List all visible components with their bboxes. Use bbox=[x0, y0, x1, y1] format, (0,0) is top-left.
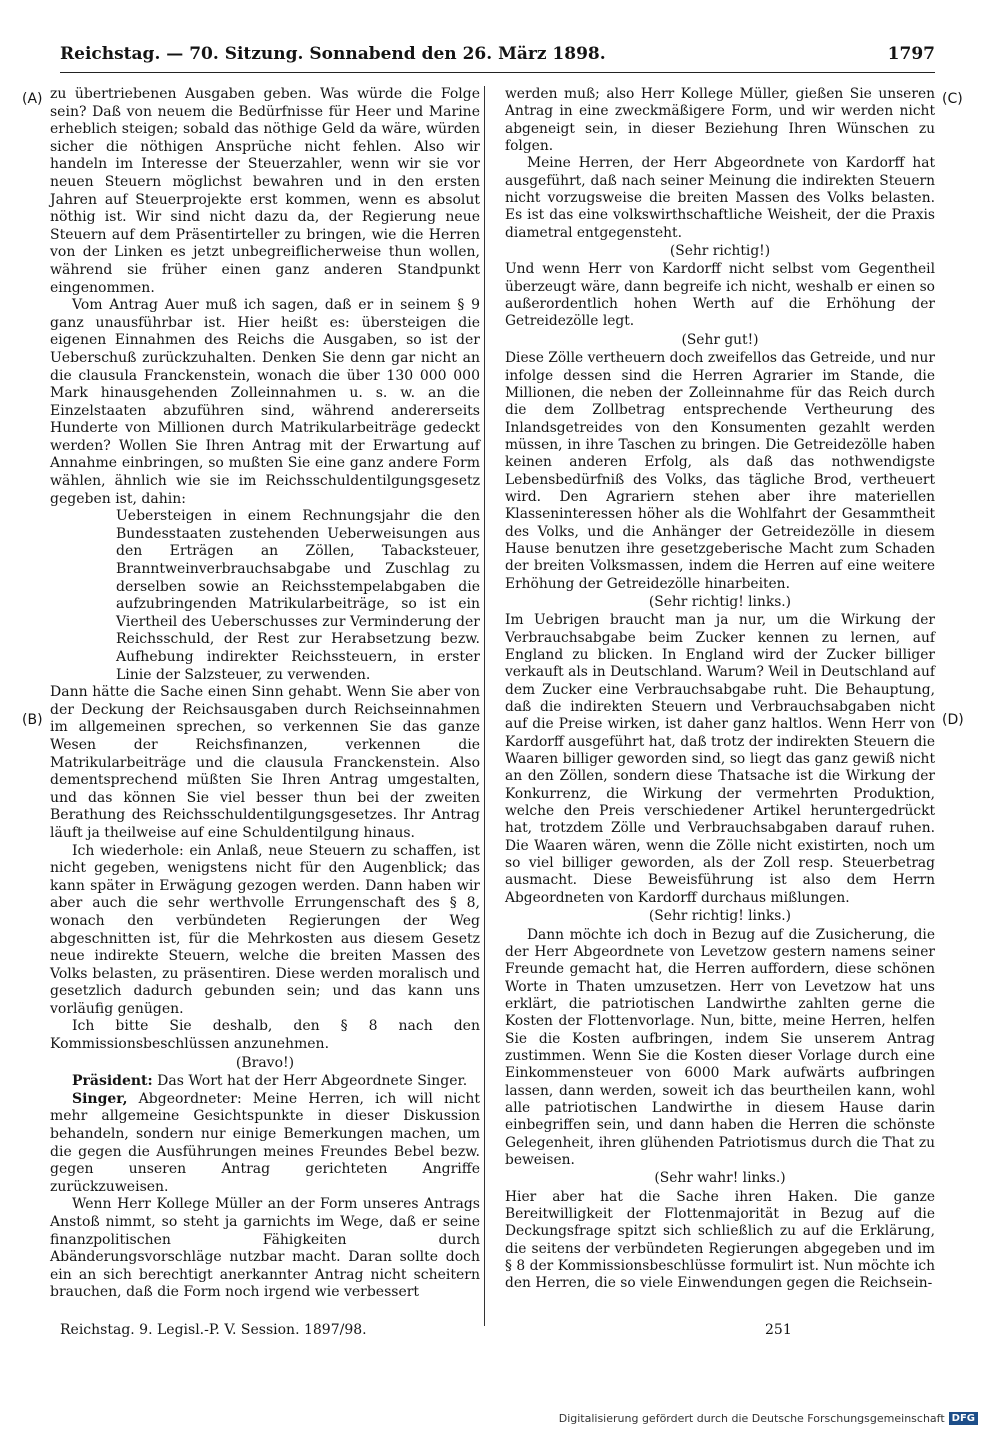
paragraph: Im Uebrigen braucht man ja nur, um die Wirkung der Verbrauchsabgabe beim Zucker kennen zu lernen, auf England zu blicken. In England wird der Zucker billiger verkauft als in Deutschland. Warum? Weil in Deutschland auf dem Zucker eine Verbrauchsabgabe ruht. Die Behauptung, daß die indirekten Steuern und Verbrauchsabgaben nicht auf die Preise wirken, ist daher ganz haltlos. Wenn Herr von Kardorff ausgeführt hat, daß trotz der indirekten Steuern die Waaren billiger geworden sind, so liegt das ganz gewiß nicht an den Zöllen, sondern diese Thatsache ist die Wirkung der Konkurrenz, die Wirkung der vermehrten Produktion, welche den Preis verschiedener Artikel heruntergedrückt hat, trotzdem Zölle und Verbrauchsabgaben darauf ruhen. Die Waaren wären, wenn die Zölle nicht existirten, noch um so viel billiger geworden, als der Zoll resp. Steuerbetrag ausmacht. Diese Beweisführung ist also dem Herrn Abgeordneten von Kardorff durchaus mißlungen. bbox=[505, 612, 935, 906]
interjection: (Sehr richtig! links.) bbox=[648, 593, 792, 610]
interjection: (Sehr richtig! links.) bbox=[648, 908, 792, 925]
speaker-text: Das Wort hat der Herr Abgeordnete Singer. bbox=[157, 1073, 468, 1090]
page-header bbox=[60, 44, 935, 64]
header-rule bbox=[60, 72, 935, 73]
footer-sheet-number: 251 bbox=[765, 1322, 792, 1338]
paragraph: Hier aber hat die Sache ihren Haken. Die ganze Bereitwilligkeit der Flottenmajorität in Bezug auf die Deckungsfrage spitzt sich schließlich zu auf die Erklärung, die seitens der verbündeten Regierungen abgegeben und im § 8 der Kommissionsbeschlüsse formulirt ist. Nun möchte ich den Herren, die so viele Einwendungen gegen die Reichsein- bbox=[505, 1188, 935, 1292]
paragraph: Ich wiederhole: ein Anlaß, neue Steuern zu schaffen, ist nicht gegeben, wenigstens nicht für den Augenblick; das kann später in Erwägung gezogen werden. Dann haben wir aber auch die sehr werthvolle Errungenschaft des § 8, wonach den verbündeten Regierungen der Weg abgeschnitten ist, für die Mehrkosten aus diesem Gesetz neue indirekte Steuern, welche die breiten Massen des Volks belasten, zu präsentiren. Diese werden moralisch und gesetzlich dadurch gebunden sein; und das kann uns vorläufig genügen. bbox=[50, 842, 480, 1017]
paragraph: Dann hätte die Sache einen Sinn gehabt. Wenn Sie aber von der Deckung der Reichsausgaben durch Reichseinnahmen im allgemeinen sprechen, so verkennen Sie das ganze Wesen der Reichsfinanzen, verkennen die Matrikularbeiträge und die clausula Franckenstein. Also dementsprechend müßten Sie Ihren Antrag umgestalten, und das können Sie viel besser thun bei der zweiten Berathung des Reichsschuldentilgungsgesetzes. Ihr Antrag läuft ja theilweise auf eine Schuldentilgung hinaus. bbox=[50, 684, 480, 841]
speaker-paragraph bbox=[50, 1073, 480, 1091]
paragraph: zu übertriebenen Ausgaben geben. Was würde die Folge sein? Daß von neuem die Bedürfnisse für Heer und Marine erheblich steigen; sobald das nöthige Geld da wäre, würden sicher die nöthigen Ansprüche nicht fehlen. Also wir handeln im Interesse der Steuerzahler, wenn wir sie vor neuen Steuern möglichst bewahren und in den ersten Jahren auf Steuerprojekte erst kommen, wenn es absolut nöthig ist. Wir sind nicht dazu da, der Regierung neue Steuern auf dem Präsentirteller zu bringen, wie die Herren von der Linken es jetzt unbegreiflicherweise thun wollen, während sie früher einen ganz anderen Standpunkt eingenommen. bbox=[50, 86, 480, 296]
paragraph: Und wenn Herr von Kardorff nicht selbst vom Gegentheil überzeugt wäre, dann begreife ich nicht, weshalb er einen so außerordentlich hohen Werth auf die Erhöhung der Getreidezölle legt. bbox=[505, 261, 935, 330]
right-column bbox=[505, 86, 935, 1293]
footer-session: Reichstag. 9. Legisl.-P. V. Session. 1897/98. bbox=[60, 1322, 367, 1338]
running-title: Reichstag. — 70. Sitzung. Sonnabend den 26. März 1898. bbox=[60, 44, 606, 64]
interjection: (Bravo!) bbox=[235, 1054, 295, 1071]
paragraph: werden muß; also Herr Kollege Müller, gießen Sie unseren Antrag in eine zweckmäßigere Form, und wir werden nicht abgeneigt sein, in dieser Beziehung Ihren Wünschen zu folgen. bbox=[505, 86, 935, 155]
interjection: (Sehr gut!) bbox=[681, 331, 759, 348]
dfg-credit-text: Digitalisierung gefördert durch die Deutsche Forschungsgemeinschaft bbox=[558, 1412, 945, 1425]
dfg-logo-icon: DFG bbox=[949, 1412, 978, 1425]
margin-letter-d: (D) bbox=[942, 712, 964, 728]
paragraph: Wenn Herr Kollege Müller an der Form unseres Antrags Anstoß nimmt, so steht ja garnichts im Wege, daß er seine finanzpolitischen Fähigkeiten durch Abänderungsvorschläge nutzbar macht. Daran sollte doch ein an sich berechtigt anerkannter Antrag nicht scheitern brauchen, daß die Form noch irgend wie verbessert bbox=[50, 1196, 480, 1301]
paragraph: Meine Herren, der Herr Abgeordnete von Kardorff hat ausgeführt, daß nach seiner Meinung die indirekten Steuern nicht vorzugsweise die breiten Massen des Volks belasten. Es ist das eine volkswirthschaftliche Weisheit, der die Praxis diametral entgegensteht. bbox=[505, 155, 935, 241]
speaker-name: Singer, bbox=[72, 1090, 128, 1107]
interjection: (Sehr richtig!) bbox=[669, 243, 771, 260]
quoted-law-text: Uebersteigen in einem Rechnungsjahr die den Bundesstaaten zustehenden Ueberweisungen aus den Erträgen an Zöllen, Tabacksteuer, Branntweinverbrauchsabgabe und Zuschlag zu derselben sowie an Reichsstempelabgaben die aufzubringenden Matrikularbeiträge, so ist ein Viertheil des Ueberschusses zur Verminderung der Reichsschuld, der Rest zur Herabsetzung bezw. Aufhebung indirekter Reichssteuern, in erster Linie der Salzsteuer, zu verwenden. bbox=[116, 508, 480, 683]
margin-letter-b: (B) bbox=[22, 712, 43, 728]
paragraph: Dann möchte ich doch in Bezug auf die Zusicherung, die der Herr Abgeordnete von Levetzow gestern namens seiner Freunde gemacht hat, die Herren auffordern, diese schönen Worte in Thaten umzusetzen. Herr von Levetzow hat uns erklärt, die patriotischen Landwirthe zahlten gerne die Kosten der Flottenvorlage. Nun, bitte, meine Herren, helfen Sie die Kosten aufbringen, indem Sie unserem Antrag zustimmen. Wenn Sie die Kosten dieser Vorlage durch eine Einkommensteuer von 6000 Mark aufwärts aufbringen lassen, dann werden, soweit ich das beurtheilen kann, wohl alle patriotischen Landwirthe in diesem Hause darin einbegriffen sein, und dann haben die Herren die schönste Gelegenheit, ihren glühenden Patriotismus durch die That zu beweisen. bbox=[505, 926, 935, 1168]
dfg-credit bbox=[559, 1412, 978, 1425]
left-column bbox=[50, 86, 480, 1302]
paragraph: Vom Antrag Auer muß ich sagen, daß er in seinem § 9 ganz unausführbar ist. Hier heißt es: übersteigen die eigenen Einnahmen des Reichs die Ausgaben, so ist der Ueberschuß zurückzuhalten. Denken Sie denn gar nicht an die clausula Franckenstein, wonach die über 130 000 000 Mark hinausgehenden Zolleinnahmen u. s. w. an die Einzelstaaten abzuführen sind, während andererseits Hunderte von Millionen durch Matrikularbeiträge gedeckt werden? Wollen Sie Ihren Antrag mit der Erwartung auf Annahme einbringen, so mußten Sie eine ganz andere Form wählen, ähnlich wie sie im Reichsschuldentilgungsgesetz gegeben ist, dahin: bbox=[50, 297, 480, 507]
speaker-text: Abgeordneter: Meine Herren, ich will nicht mehr allgemeine Gesichtspunkte in dieser Diskussion behandeln, sondern nur einige Bemerkungen machen, um die gegen die Ausführungen meines Freundes Bebel bezw. gegen unseren Antrag gerichteten Angriffe zurückzuweisen. bbox=[50, 1090, 480, 1195]
margin-letter-c: (C) bbox=[942, 91, 963, 107]
paragraph: Diese Zölle vertheuern doch zweifellos das Getreide, und nur infolge dessen sind die Herren Agrarier im Stande, die Millionen, die neben der Zolleinnahme für das Reich durch die dem Zollbetrag entsprechende Vertheurung des Inlandsgetreides von den Konsumenten gezahlt werden müssen, in ihre Taschen zu bringen. Die Getreidezölle haben keinen anderen Erfolg, als daß das nothwendigste Lebensbedürfniß des Volks, das tägliche Brod, vertheuert wird. Den Agrariern stehen aber ihre materiellen Klasseninteressen höher als die Wohlfahrt der Gesammtheit des Volks, und die Anhänger der Getreidezölle in diesem Hause benutzen ihre gesetzgeberische Macht zum Schaden der breiten Volksmassen, indem die Herren auf eine weitere Erhöhung der Getreidezölle hinarbeiten. bbox=[505, 350, 935, 592]
paragraph: Ich bitte Sie deshalb, den § 8 nach den Kommissionsbeschlüssen anzunehmen. bbox=[50, 1018, 480, 1053]
interjection: (Sehr wahr! links.) bbox=[654, 1170, 786, 1187]
column-divider bbox=[484, 86, 485, 1326]
margin-letter-a: (A) bbox=[22, 91, 43, 107]
page-number: 1797 bbox=[887, 44, 935, 64]
speaker-paragraph bbox=[50, 1091, 480, 1197]
speaker-name: Präsident: bbox=[72, 1073, 153, 1090]
